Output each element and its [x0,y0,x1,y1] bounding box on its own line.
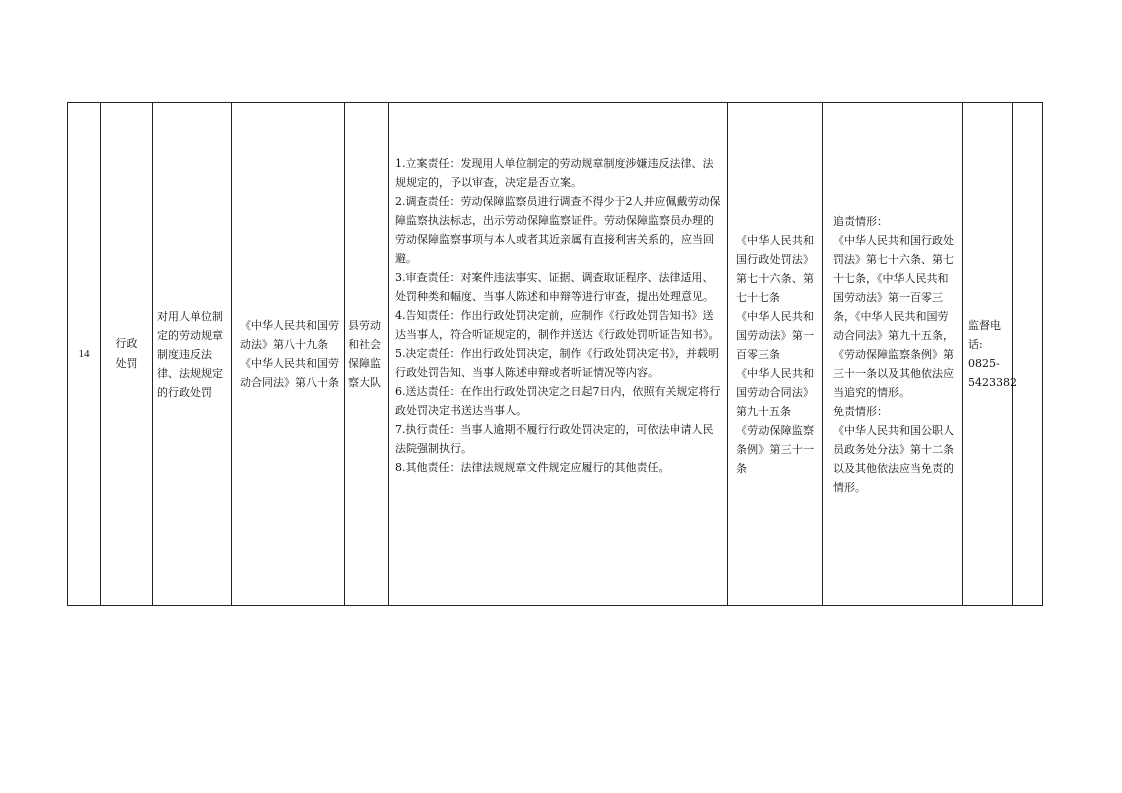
responsible-department: 县劳动和社会保障监察大队 [345,103,389,606]
phone-prefix: 0825- [968,357,1000,370]
responsibility-item: 3.审查责任：对案件违法事实、证据、调查取证程序、法律适用、处罚种类和幅度、当事人陈述和申辩等进行审查，提出处理意见。 [395,271,714,303]
accountability-cell [823,103,963,606]
exemption-text: 《中华人民共和国公职人员政务处分法》第十二条以及其他依法应当免责的情形。 [833,423,954,494]
responsibility-basis-item: 《中华人民共和国劳动合同法》第九十五条 [736,366,814,418]
exemption-heading: 免责情形： [833,404,888,418]
contact-label: 监督电话: [968,319,1001,351]
responsibility-item: 1.立案责任：发现用人单位制定的劳动规章制度涉嫌违反法律、法规规定的，予以审查，决定是否立案。 [395,157,714,189]
power-list-table [67,102,1043,606]
table-row [68,103,1043,606]
legal-basis-item: 《中华人民共和国劳动合同法》第八十条 [240,357,339,389]
responsibility-basis-item: 《中华人民共和国劳动法》第一百零三条 [736,309,814,361]
remarks-cell [1013,103,1043,606]
legal-basis-cell [232,103,345,606]
legal-basis-item: 《中华人民共和国劳动法》第八十九条 [240,319,339,351]
phone-number: 5423382 [968,376,1017,389]
power-category: 行政处罚 [115,337,138,370]
responsibility-item: 4.告知责任：作出行政处罚决定前，应制作《行政处罚告知书》送达当事人，符合听证规定的，制作并送达《行政处罚听证告知书》。 [395,309,720,341]
responsibility-item: 5.决定责任：作出行政处罚决定，制作《行政处罚决定书》，并载明行政处罚告知、当事人陈述申辩或者听证情况等内容。 [395,347,719,379]
responsibility-item: 2.调查责任：劳动保障监察员进行调查不得少于2人并应佩戴劳动保障监察执法标志，出示劳动保障监察证件。劳动保障监察员办理的劳动保障监察事项与本人或者其近亲属有直接利害关系的，应当回避。 [395,195,721,265]
accountability-heading: 追责情形： [833,214,888,228]
responsibilities-cell [389,103,728,606]
accountability-text: 《中华人民共和国行政处罚法》第七十六条、第七十七条，《中华人民共和国劳动法》第一百零三条，《中华人民共和国劳动合同法》第九十五条，《劳动保障监察条例》第三十一条以及其他依法应当追究的情形。 [833,233,954,399]
row-number: 14 [68,103,101,606]
item-name: 对用人单位制定的劳动规章制度违反法律、法规规定的行政处罚 [153,103,232,606]
responsibility-item: 8.其他责任：法律法规规章文件规定应履行的其他责任。 [395,461,670,474]
responsibility-basis-item: 《中华人民共和国行政处罚法》第七十六条、第七十七条 [736,233,814,304]
responsibility-item: 6.送达责任：在作出行政处罚决定之日起7日内，依照有关规定将行政处罚决定书送达当事人。 [395,385,721,417]
responsibility-basis-cell [728,103,823,606]
power-category-cell [101,103,153,606]
responsibility-item: 7.执行责任：当事人逾期不履行行政处罚决定的，可依法申请人民法院强制执行。 [395,423,714,455]
contact-cell [963,103,1017,606]
responsibility-basis-item: 《劳动保障监察条例》第三十一条 [736,423,814,475]
